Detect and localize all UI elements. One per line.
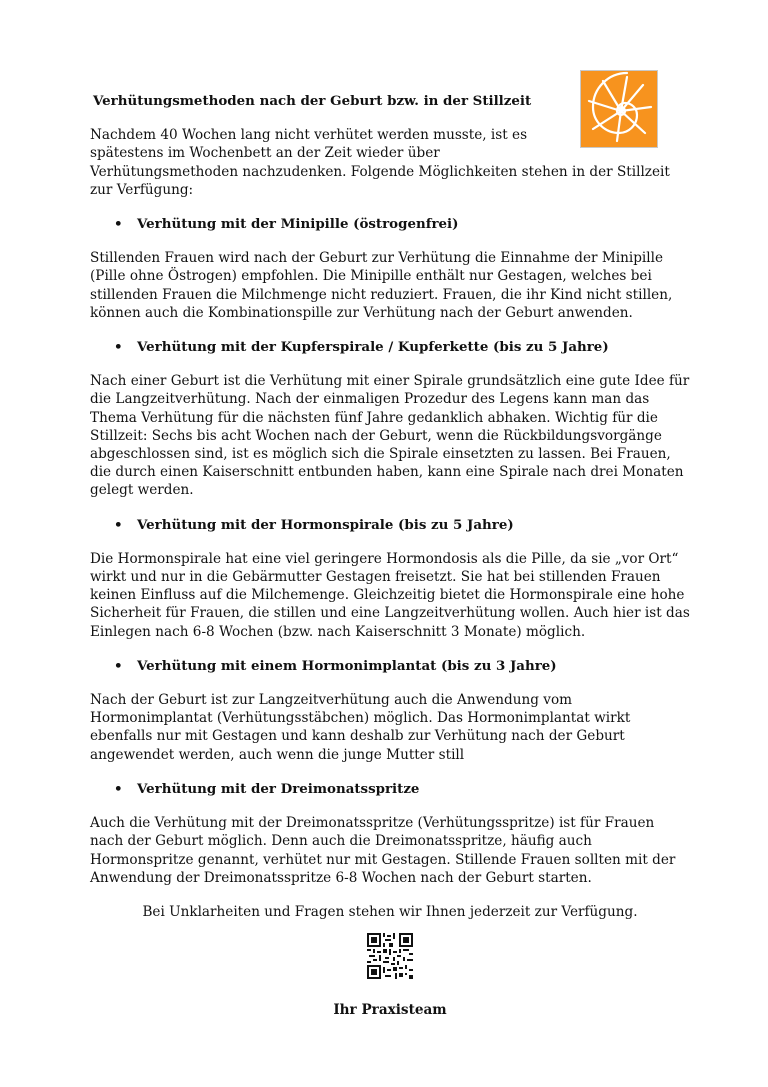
bullet-icon: • — [114, 516, 123, 533]
section-heading-text: Verhütung mit der Minipille (östrogenfrei) — [137, 216, 459, 233]
signoff: Ihr Praxisteam — [333, 1002, 447, 1019]
intro-paragraph-line2: Verhütungsmethoden nachzudenken. Folgende Möglichkeiten stehen in der Stillzeit zur Verfügung: — [90, 163, 670, 198]
section-heading-kupferspirale — [114, 338, 690, 356]
section-heading-text: Verhütung mit einem Hormonimplantat (bis zu 3 Jahre) — [137, 657, 557, 674]
section-heading-text: Verhütung mit der Kupferspirale / Kupferkette (bis zu 5 Jahre) — [137, 339, 609, 356]
section-heading-hormonspirale — [114, 516, 690, 534]
closing-note: Bei Unklarheiten und Fragen stehen wir Ihnen jederzeit zur Verfügung. — [142, 903, 638, 920]
section-heading-text: Verhütung mit der Dreimonatsspritze — [137, 780, 420, 797]
section-text-minipille: Stillenden Frauen wird nach der Geburt zur Verhütung die Einnahme der Minipille (Pille ohne Östrogen) empfohlen. Die Minipille enthält nur Gestagen, welches bei stillenden Frauen die Milchmenge nicht reduziert. Frauen, die ihr Kind nicht stillen, können auch die Kombinationspille zur Verhütung nach der Geburt anwenden. — [90, 250, 673, 321]
qr-code-icon[interactable] — [367, 933, 413, 979]
section-heading-dreimonatsspritze — [114, 780, 690, 798]
document-body — [90, 92, 690, 1033]
bullet-icon: • — [114, 657, 123, 674]
section-heading-text: Verhütung mit der Hormonspirale (bis zu 5 Jahre) — [137, 516, 514, 533]
document-title: Verhütungsmethoden nach der Geburt bzw. in der Stillzeit — [93, 93, 532, 109]
section-heading-hormonimplantat — [114, 657, 690, 675]
bullet-icon: • — [114, 216, 123, 233]
bullet-icon: • — [114, 780, 123, 797]
section-heading-minipille — [114, 215, 690, 233]
section-text-kupferspirale: Nach einer Geburt ist die Verhütung mit einer Spirale grundsätzlich eine gute Idee für die Langzeitverhütung. Nach der einmaligen Prozedur des Legens kann man das Thema Verhütung für die nächsten fünf Jahre gedanklich abhaken. Wichtig für die Stillzeit: Sechs bis acht Wochen nach der Geburt, wenn die Rückbildungsvorgänge abgeschlossen sind, ist es möglich sich die Spirale einsetzten zu lassen. Bei Frauen, die durch einen Kaiserschnitt entbunden haben, kann eine Spirale nach drei Monaten gelegt werden. — [90, 373, 690, 499]
section-text-hormonimplantat: Nach der Geburt ist zur Langzeitverhütung auch die Anwendung vom Hormonimplantat (Verhütungsstäbchen) möglich. Das Hormonimplantat wirkt ebenfalls nur mit Gestagen und kann deshalb zur Verhütung nach der Geburt angewendet werden, auch wenn die junge Mutter still — [90, 692, 631, 763]
intro-paragraph-line1: Nachdem 40 Wochen lang nicht verhütet werden musste, ist es spätestens im Wochenbett an der Zeit wieder über — [90, 127, 528, 162]
section-text-hormonspirale: Die Hormonspirale hat eine viel geringere Hormondosis als die Pille, da sie „vor Ort“ wirkt und nur in die Gebärmutter Gestagen freisetzt. Sie hat bei stillenden Frauen keinen Einfluss auf die Milchemenge. Gleichzeitig bietet die Hormonspirale eine hohe Sicherheit für Frauen, die stillen und eine Langzeitverhütung wollen. Auch hier ist das Einlegen nach 6-8 Wochen (bzw. nach Kaiserschnitt 3 Monate) möglich. — [90, 550, 690, 640]
section-text-dreimonatsspritze: Auch die Verhütung mit der Dreimonatsspritze (Verhütungsspritze) ist für Frauen nach der Geburt möglich. Denn auch die Dreimonatsspritze, häufig auch Hormonspritze genannt, verhütet nur mit Gestagen. Stillende Frauen sollten mit der Anwendung der Dreimonatsspritze 6-8 Wochen nach der Geburt starten. — [90, 815, 676, 886]
bullet-icon: • — [114, 339, 123, 356]
